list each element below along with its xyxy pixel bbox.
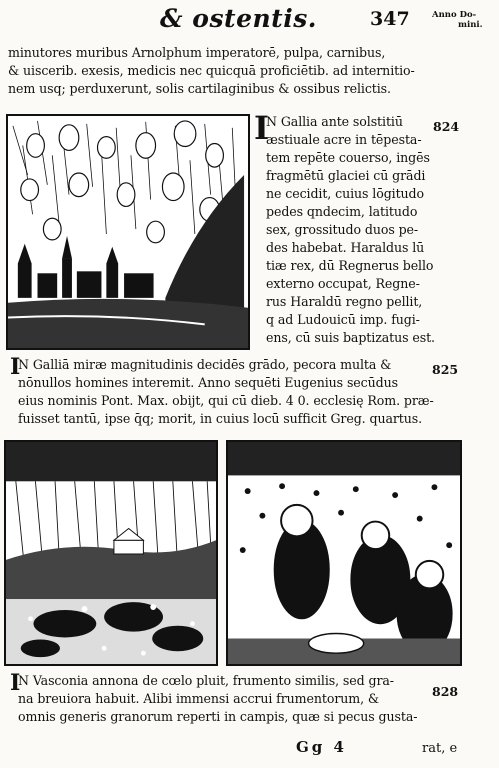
text-line: N Vasconia annona de cœlo pluit, frumento similis, sed gra- [18, 673, 394, 688]
page-number: 347 [370, 8, 410, 30]
signature-mark: Gg 4 [296, 738, 347, 756]
text-line: rus Haraldū regno pellit, [266, 294, 423, 309]
text-line: tem repēte couerso, ingēs [266, 150, 430, 165]
text-line: na breuiora habuit. Alibi immensi accrui frumentorum, & [18, 691, 380, 706]
text-line: nōnullos homines interemit. Anno sequēti Eugenius secūdus [18, 375, 398, 390]
text-line: nem usq; perduxerunt, solis cartilaginibus & ossibus relictis. [8, 81, 391, 96]
dropcap-825: I [10, 354, 21, 380]
text-line: des habebat. Haraldus lū [266, 240, 425, 255]
text-line: ne cecidit, cuius lōgitudo [266, 186, 424, 201]
text-line: omnis generis granorum reperti in campis, quæ si pecus gusta- [18, 709, 418, 724]
text-line: minutores muribus Arnolphum imperatorē, pulpa, carnibus, [8, 45, 386, 60]
text-line: externo occupat, Regne- [266, 276, 420, 291]
margin-year-824: 824 [433, 119, 460, 134]
text-line: fragmētū glaciei cū grādi [266, 168, 426, 183]
catchword: rat, e [422, 741, 458, 756]
text-line: N Gallia ante solstitiū [266, 114, 403, 129]
text-line: q ad Ludouicū imp. fugi- [266, 312, 420, 327]
margin-note-line-2: mini. [458, 20, 483, 30]
text-line: eius nominis Pont. Max. obijt, qui cū dieb. 4 0. ecclesię Rom. præ- [18, 393, 434, 408]
entry-824-text [266, 113, 435, 347]
text-line: tiæ rex, dū Regnerus bello [266, 258, 434, 273]
margin-note-line-1: Anno Do- [432, 10, 477, 20]
text-line: sex, grossitudo duos pe- [266, 222, 419, 237]
dropcap-828: I [10, 670, 21, 696]
margin-year-828: 828 [432, 684, 459, 699]
entry-828-text [18, 672, 417, 726]
entry-825-text [18, 356, 434, 428]
dropcap-824: I [254, 109, 269, 147]
running-title: & ostentis. [160, 4, 317, 33]
text-line: pedes qndecim, latitudo [266, 204, 418, 219]
text-line: ens, cū suis baptizatus est. [266, 330, 435, 345]
text-line: fuisset tantū, ipse q̄q; morit, in cuius locū sufficit Greg. quartus. [18, 411, 423, 426]
text-line: æstiuale acre in tēpesta- [266, 132, 422, 147]
text-line: N Galliā miræ magnitudinis decidēs grādo, pecora multa & [18, 357, 392, 372]
grain-falling-from-sky-woodcut [226, 440, 462, 666]
margin-year-825: 825 [432, 362, 459, 377]
top-paragraph [8, 44, 415, 98]
hailstorm-over-town-woodcut [6, 114, 250, 350]
hail-killing-cattle-woodcut [4, 440, 218, 666]
text-line: & uiscerib. exesis, medicis nec quicquā proficiētib. ad internitio- [8, 63, 415, 78]
